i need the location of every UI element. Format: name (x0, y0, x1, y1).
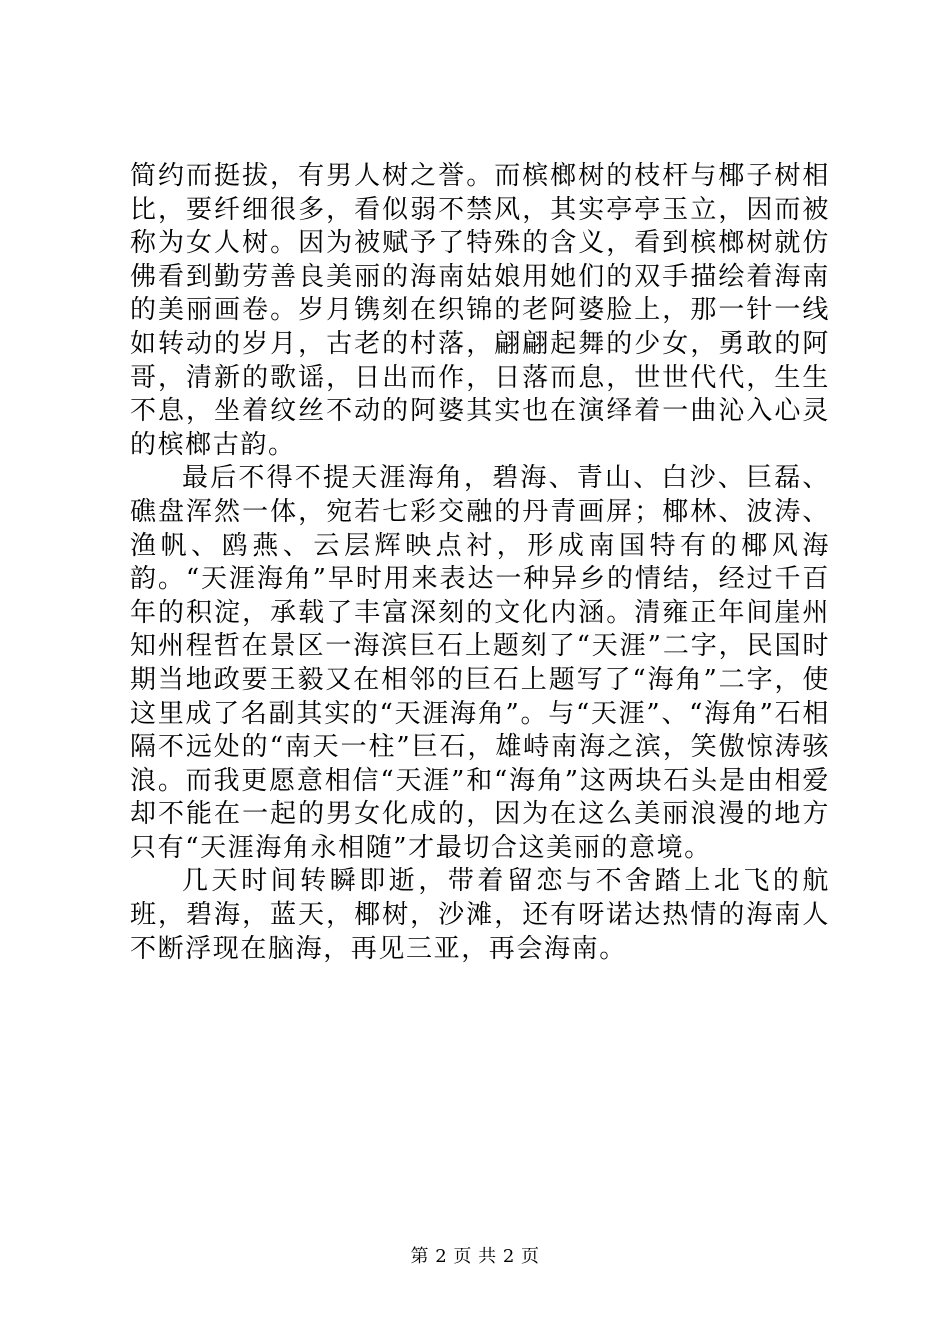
document-body (130, 160, 830, 966)
paragraph-tianya-haijiao: 最后不得不提天涯海角，碧海、青山、白沙、巨磊、礁盘浑然一体，宛若七彩交融的丹青画屏；椰林、波涛、渔帆、鸥燕、云层辉映点衬，形成南国特有的椰风海韵。“天涯海角”早时用来表达一种异乡的情结，经过千百年的积淀，承载了丰富深刻的文化内涵。清雍正年间崖州知州程哲在景区一海滨巨石上题刻了“天涯”二字，民国时期当地政要王毅又在相邻的巨石上题写了“海角”二字，使这里成了名副其实的“天涯海角”。与“天涯”、“海角”石相隔不远处的“南天一柱”巨石，雄峙南海之滨，笑傲惊涛骇浪。而我更愿意相信“天涯”和“海角”这两块石头是由相爱却不能在一起的男女化成的，因为在这么美丽浪漫的地方只有“天涯海角永相随”才最切合这美丽的意境。 (130, 463, 830, 863)
page-footer: 第 2 页 共 2 页 (410, 1246, 540, 1267)
paragraph-farewell: 几天时间转瞬即逝，带着留恋与不舍踏上北飞的航班，碧海，蓝天，椰树，沙滩，还有呀诺达热情的海南人不断浮现在脑海，再见三亚，再会海南。 (130, 866, 830, 964)
paragraph-betel-palm: 简约而挺拔，有男人树之誉。而槟榔树的枝杆与椰子树相比，要纤细很多，看似弱不禁风，其实亭亭玉立，因而被称为女人树。因为被赋予了特殊的含义，看到槟榔树就仿佛看到勤劳善良美丽的海南姑娘用她们的双手描绘着海南的美丽画卷。岁月镌刻在织锦的老阿婆脸上，那一针一线如转动的岁月，古老的村落，翩翩起舞的少女，勇敢的阿哥，清新的歌谣，日出而作，日落而息，世世代代，生生不息，坐着纹丝不动的阿婆其实也在演绎着一曲沁入心灵的槟榔古韵。 (130, 161, 830, 460)
